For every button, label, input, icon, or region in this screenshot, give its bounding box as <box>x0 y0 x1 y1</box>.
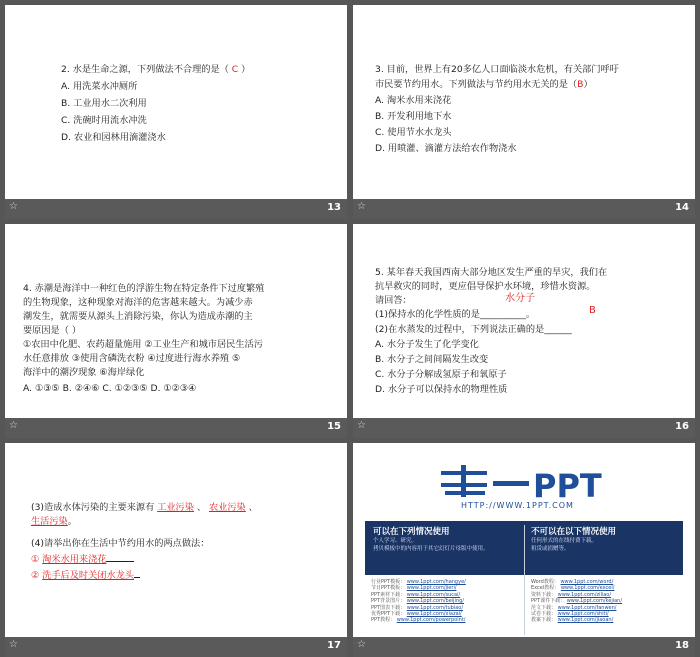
link-row[interactable]: 资料下载： www.1ppt.com/ziliao/ <box>531 591 612 598</box>
link-row[interactable]: Excel教程： www.1ppt.com/excel/ <box>531 585 615 592</box>
question-4-line-7: 海洋中的潮汐现象 ⑥海岸绿化 <box>23 367 145 378</box>
link-row[interactable]: PPT教程： www.1ppt.com/powerpoint/ <box>371 617 466 624</box>
option-d: D. 水分子可以保持水的物理性质 <box>375 384 508 395</box>
question-4-line-6: 水任意排放 ③使用含磷洗衣粉 ④过度进行海水养殖 ⑤ <box>23 353 241 364</box>
slide-14[interactable] <box>353 5 695 219</box>
link-row[interactable]: 试卷下载： www.1ppt.com/shiti/ <box>531 611 609 618</box>
slide-13[interactable] <box>5 5 347 219</box>
question-3-line-2: 市民要节约用水。下列做法与节约用水无关的是（B） <box>375 79 593 90</box>
option-c: C. 水分子分解成氢原子和氧原子 <box>375 369 507 380</box>
option-a: A. 淘米水用来浇花 <box>375 95 452 106</box>
sub-question-4: (4)请举出你在生活中节约用水的两点做法： <box>31 538 210 549</box>
slide-15[interactable] <box>5 224 347 438</box>
question-4-line-1: 4. 赤潮是海洋中一种红色的浮游生物在特定条件下过度繁殖 <box>23 283 265 294</box>
link-row[interactable]: 范文下载： www.1ppt.com/fanwen/ <box>531 604 617 611</box>
sub-question-3-line-2: 生活污染。 <box>31 516 77 527</box>
sub-question-3: (3)造成水体污染的主要来源有 工业污染 、 农业污染 、 <box>31 502 258 513</box>
question-3-line-1: 3. 目前，世界上有20多亿人口面临淡水危机，有关部门呼吁 <box>375 64 619 75</box>
allowed-usage: 可以在下列情况使用 个人学习、研究。 拷贝模板中的内容用于其它幻灯片母版中使用。 <box>373 527 489 552</box>
question-2: 2. 水是生命之源，下列做法不合理的是（ C ） <box>61 64 251 75</box>
ppt-logo <box>441 461 611 505</box>
slide-number: 15 <box>327 421 341 432</box>
answer-domestic: 生活污染 <box>31 516 68 527</box>
answer-rice-water: 淘米水用来浇花 <box>42 554 107 565</box>
link-row[interactable]: 节日PPT模板： www.1ppt.com/jieri/ <box>371 585 457 592</box>
link-row[interactable]: PPT素材下载： www.1ppt.com/sucai/ <box>371 591 461 598</box>
svg-text:PPT: PPT <box>533 467 602 505</box>
slide-number: 18 <box>675 640 689 651</box>
ppt-url[interactable]: HTTP://WWW.1PPT.COM <box>461 501 574 510</box>
sub-question-2: (2)在水蒸发的过程中，下列说法正确的是______ <box>375 324 572 335</box>
link-row[interactable]: 行业PPT模板： www.1ppt.com/hangye/ <box>371 579 466 585</box>
question-4-line-3: 潮发生，就需要从源头上消除污染，你认为造成赤潮的主 <box>23 311 253 322</box>
links-left <box>371 579 466 624</box>
answer-mark: B <box>577 79 584 90</box>
answer-2: B <box>589 305 596 316</box>
slide-footer <box>5 418 347 438</box>
question-5-line-3: 请回答： <box>375 295 412 306</box>
star-icon: ☆ <box>357 420 366 431</box>
slide-footer <box>353 418 695 438</box>
answer-line-1: ① 淘米水用来浇花 <box>31 551 134 568</box>
option-b: B. 水分子之间间隔发生改变 <box>375 354 489 365</box>
question-5-line-2: 抗旱救灾的同时，更应倡导保护水环境，珍惜水资源。 <box>375 281 596 292</box>
option-d: D. 农业和园林用滴灌浇水 <box>61 132 166 143</box>
answer-industrial: 工业污染 <box>157 502 194 513</box>
link-row[interactable]: Word教程： www.1ppt.com/word/ <box>531 579 614 585</box>
star-icon: ☆ <box>9 201 18 212</box>
slide-footer <box>353 637 695 657</box>
link-row[interactable]: PPT背景图片： www.1ppt.com/beijing/ <box>371 598 464 605</box>
answer-mark: C <box>231 64 239 75</box>
link-row[interactable]: 优秀PPT下载： www.1ppt.com/xiazai/ <box>371 611 462 618</box>
slide-16[interactable] <box>353 224 695 438</box>
slide-footer <box>5 199 347 219</box>
question-4-options: A. ①③⑤ B. ②④⑥ C. ①②③⑤ D. ①②③④ <box>23 383 197 394</box>
sub-question-1: (1)保持水的化学性质的是__________。 <box>375 309 536 320</box>
slide-number: 13 <box>327 202 341 213</box>
disallowed-usage: 不可以在以下情况使用 任何形式的在线付费下载。 租赁或捐赠等。 <box>531 527 617 552</box>
slide-17[interactable] <box>5 443 347 657</box>
star-icon: ☆ <box>357 639 366 650</box>
option-d: D. 用喷灌、滴灌方法给农作物浇水 <box>375 143 517 154</box>
star-icon: ☆ <box>357 201 366 212</box>
option-a: A. 用洗菜水冲厕所 <box>61 81 138 92</box>
link-row[interactable]: PPT图表下载： www.1ppt.com/tubiao/ <box>371 604 464 611</box>
answer-line-2: ② 洗手后及时关闭水龙头 <box>31 567 140 584</box>
question-4-line-4: 要原因是（ ） <box>23 325 82 336</box>
option-c: C. 洗碗时用流水冲洗 <box>61 115 147 126</box>
links-right <box>531 579 622 624</box>
question-5-line-1: 5. 某年春天我国西南大部分地区发生严重的旱灾，我们在 <box>375 267 608 278</box>
slide-number: 16 <box>675 421 689 432</box>
divider <box>524 525 525 635</box>
option-b: B. 工业用水二次利用 <box>61 98 147 109</box>
answer-1: 水分子 <box>505 293 535 304</box>
slide-footer <box>5 637 347 657</box>
slide-number: 14 <box>675 202 689 213</box>
slide-number: 17 <box>327 640 341 651</box>
star-icon: ☆ <box>9 420 18 431</box>
question-4-line-2: 的生物现象，这种现象对海洋的危害越来越大。为减少赤 <box>23 297 253 308</box>
answer-close-tap: 洗手后及时关闭水龙头 <box>42 570 135 581</box>
question-4-line-5: ①农田中化肥、农药超量施用 ②工业生产和城市居民生活污 <box>23 339 263 350</box>
option-b: B. 开发利用地下水 <box>375 111 452 122</box>
slide-18[interactable] <box>353 443 695 657</box>
link-row[interactable]: PPT课件下载： www.1ppt.com/kejian/ <box>531 598 623 605</box>
option-a: A. 水分子发生了化学变化 <box>375 339 479 350</box>
slide-footer <box>353 199 695 219</box>
star-icon: ☆ <box>9 639 18 650</box>
option-c: C. 使用节水水龙头 <box>375 127 452 138</box>
link-row[interactable]: 教案下载： www.1ppt.com/jiaoan/ <box>531 617 614 624</box>
answer-agricultural: 农业污染 <box>208 502 246 513</box>
